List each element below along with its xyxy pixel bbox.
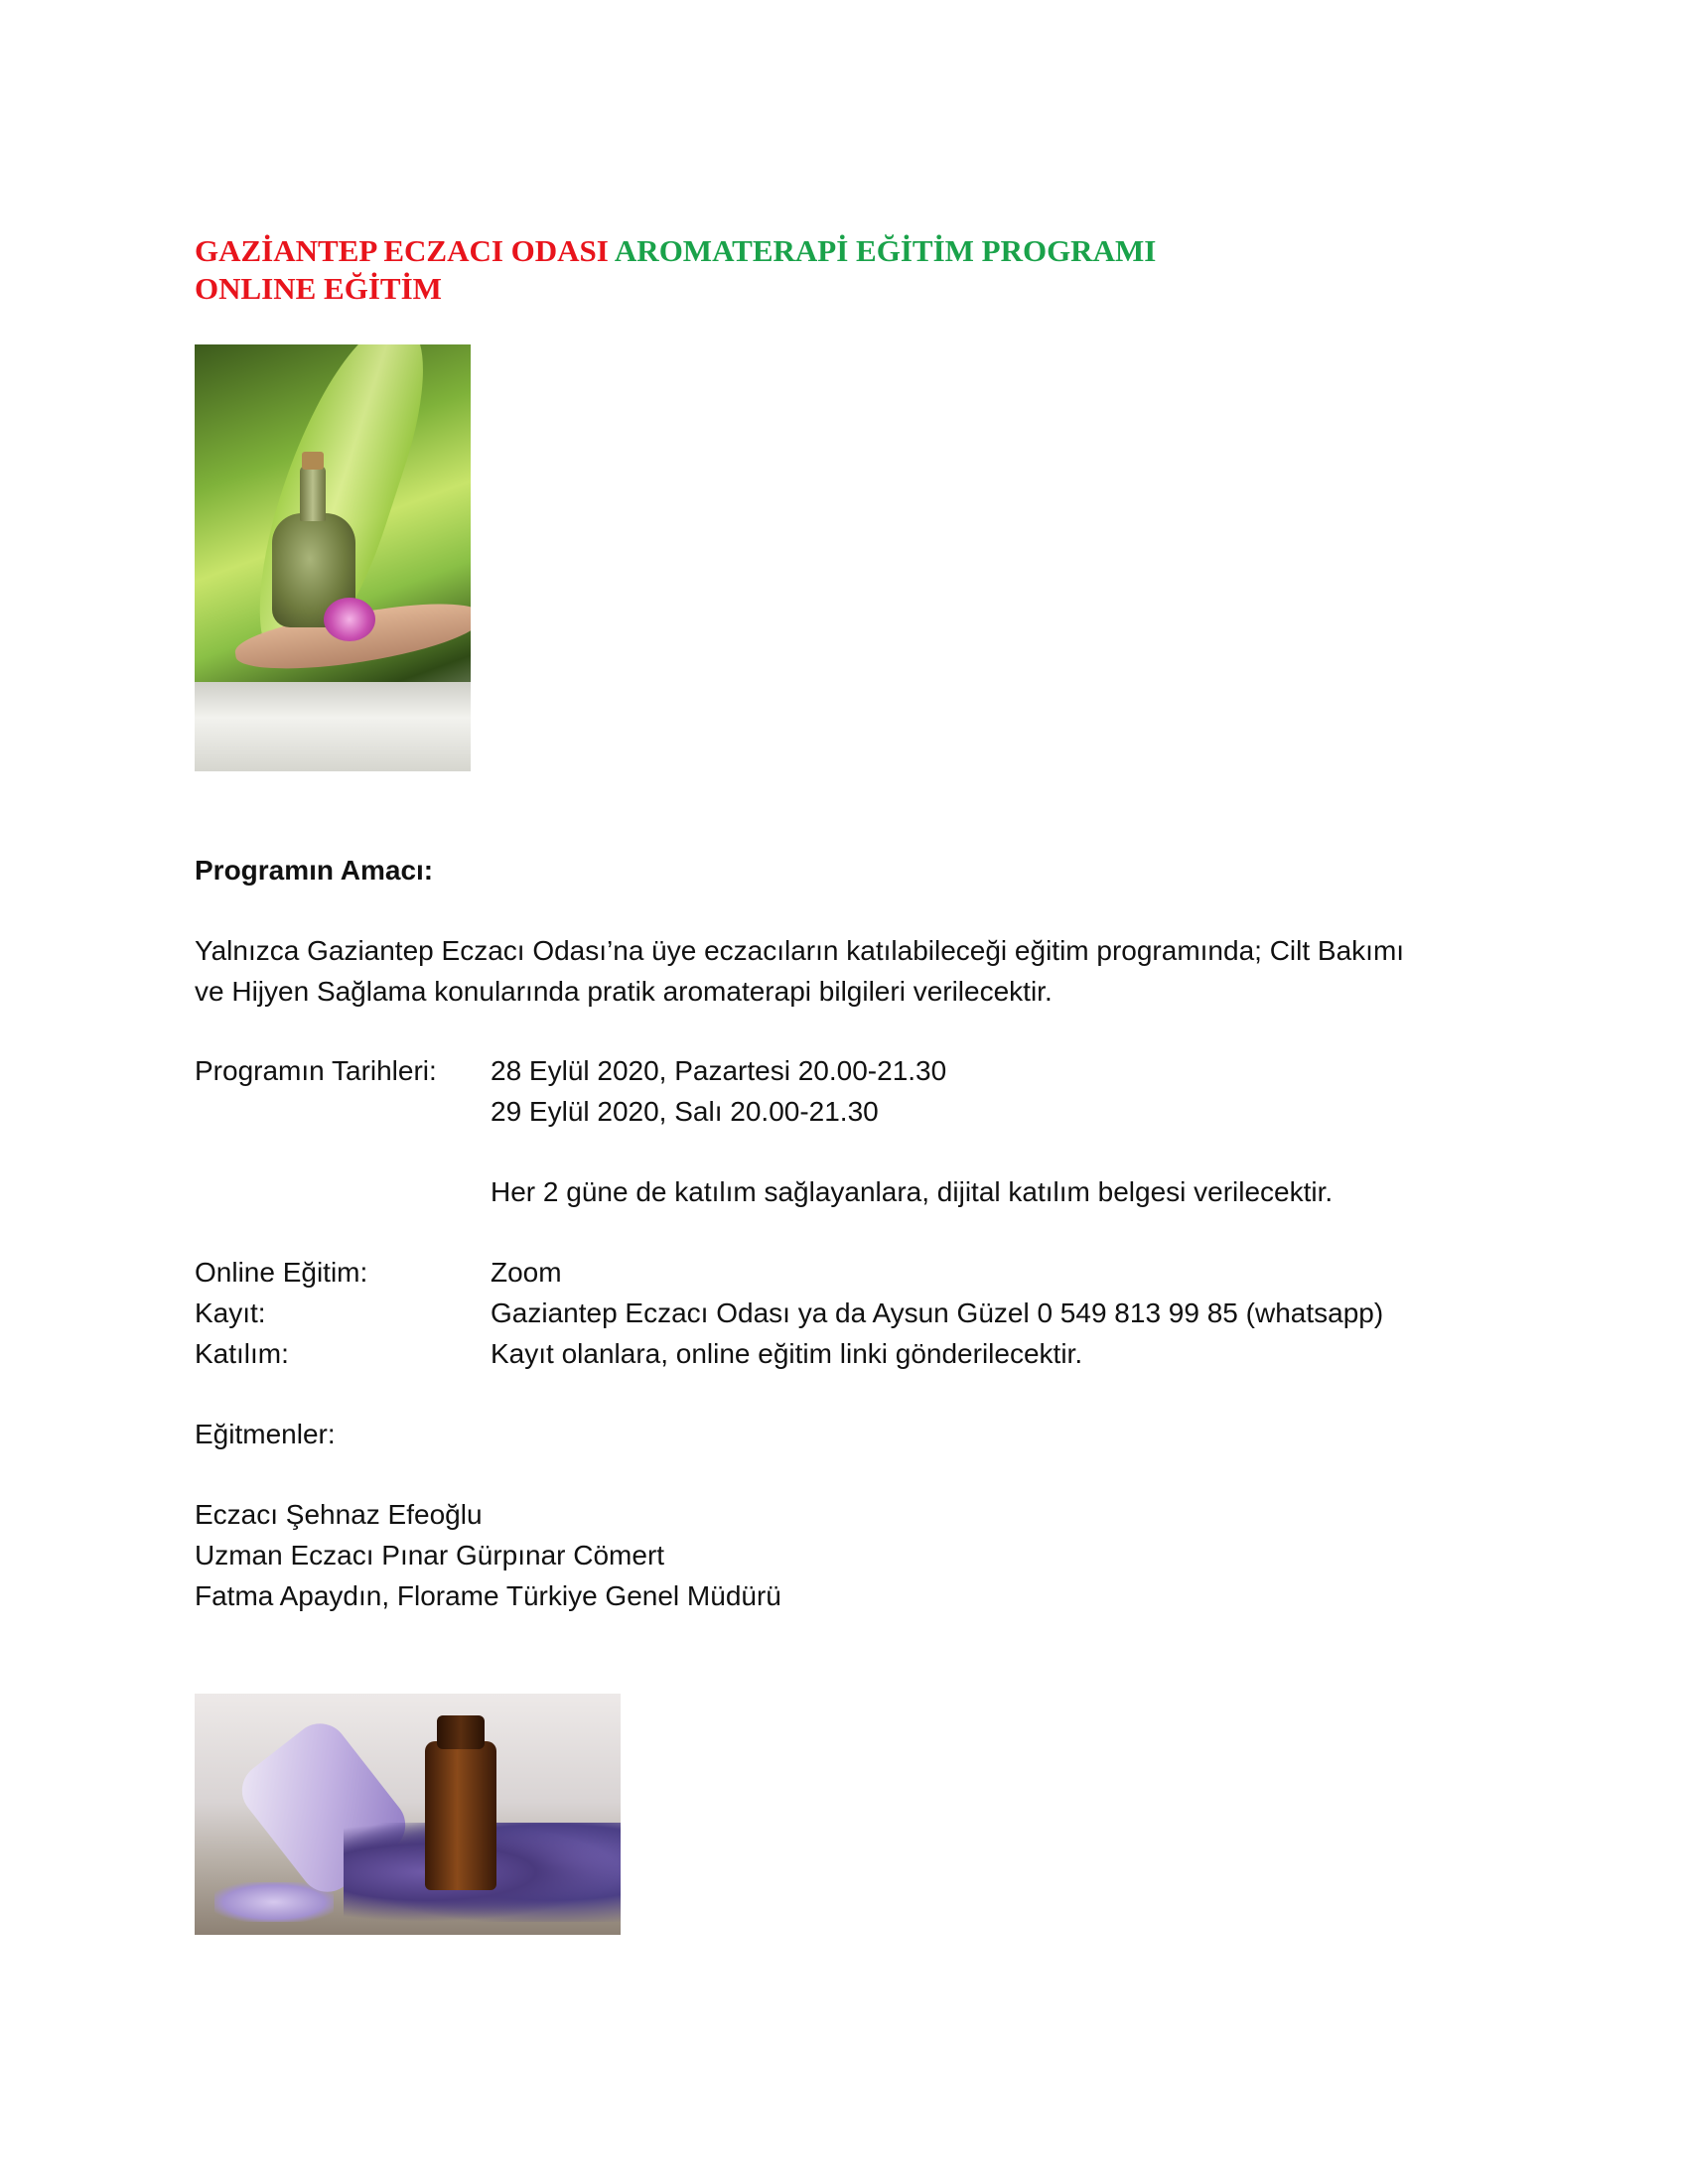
detail-label-participation: Katılım: [195,1338,289,1369]
detail-label-online: Online Eğitim: [195,1257,368,1288]
purpose-heading: Programın Amacı: [195,855,434,886]
photo-cork [302,452,324,470]
title-program: AROMATERAPİ EĞİTİM PROGRAMI [614,233,1157,268]
detail-value-online: Zoom [491,1257,562,1288]
title-organization: GAZİANTEP ECZACI ODASI [195,233,609,268]
photo-brown-bottle [425,1741,496,1890]
certificate-note: Her 2 güne de katılım sağlayanlara, dijital katılım belgesi verilecektir. [491,1176,1334,1207]
detail-label-registration: Kayıt: [195,1297,266,1328]
schedule-date-2: 29 Eylül 2020, Salı 20.00-21.30 [491,1096,879,1127]
schedule-date-1: 28 Eylül 2020, Pazartesi 20.00-21.30 [491,1055,947,1086]
purpose-line-1: Yalnızca Gaziantep Eczacı Odası’na üye eczacıların katılabileceği eğitim programında; Cilt Bakımı [195,935,1405,966]
title-online: ONLINE EĞİTİM [195,271,442,306]
photo-brown-bottle-neck [437,1715,485,1749]
purpose-line-2: ve Hijyen Sağlama konularında pratik aromaterapi bilgileri verilecektir. [195,976,1053,1007]
schedule-label: Programın Tarihleri: [195,1055,437,1086]
instructor-name: Uzman Eczacı Pınar Gürpınar Cömert [195,1540,665,1570]
instructors-heading: Eğitmenler: [195,1419,336,1449]
detail-value-participation: Kayıt olanlara, online eğitim linki gönderilecektir. [491,1338,1083,1369]
detail-value-registration: Gaziantep Eczacı Odası ya da Aysun Güzel 0 549 813 99 85 (whatsapp) [491,1297,1384,1328]
photo-bottle-neck [300,466,326,521]
aromatherapy-bottle-photo [195,344,471,771]
instructor-name: Fatma Apaydın, Florame Türkiye Genel Müdürü [195,1580,781,1611]
instructor-name: Eczacı Şehnaz Efeoğlu [195,1499,483,1530]
photo-orchid [324,598,375,641]
lavender-oil-photo [195,1694,621,1935]
photo-towel [195,682,471,771]
document-title [195,232,1156,308]
